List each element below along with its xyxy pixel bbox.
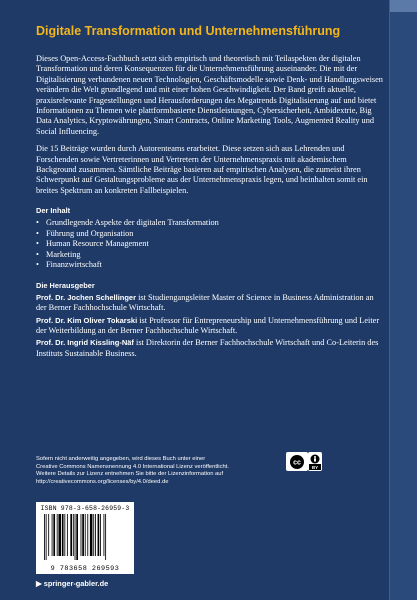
barcode-bar	[62, 514, 64, 556]
contents-item: • Grundlegende Aspekte der digitalen Transformation	[36, 218, 383, 229]
barcode-bar	[98, 514, 100, 556]
editor-bio: ist Professor für Entrepreneurship und Unternehmensführung und Leiter der Weiterbildung an der Berner Fachhochschule Wirtschaft.	[36, 315, 380, 335]
contents-list	[36, 218, 383, 271]
barcode-bar	[90, 514, 93, 556]
contents-item: • Finanzwirtschaft	[36, 260, 383, 271]
barcode-bar	[82, 514, 84, 556]
back-cover-content	[36, 18, 383, 361]
book-title: Digitale Transformation und Unternehmensführung	[36, 24, 341, 38]
barcode-bar	[52, 514, 53, 556]
editor-name: Prof. Dr. Ingrid Kissling-Näf	[36, 338, 134, 348]
barcode-bar	[57, 514, 58, 556]
intro-paragraph-2: Die 15 Beiträge wurden durch Autorenteams erarbeitet. Diese setzen sich aus Lehrenden und Forschenden sowie Vertreterinnen und Vertretern der Unternehmenspraxis mit akademischem Background zusammen. Sämtliche Beiträge basieren auf empirischen Analysen, die zumeist ihren Schwerpunkt auf Gestaltungsprobleme aus der Unternehmenspraxis legen, und beinhalten somit ein breites Spektrum an konkreten Fallbeispielen.	[36, 144, 368, 195]
barcode-bar	[85, 514, 86, 556]
barcode-bar	[44, 514, 45, 560]
cc-label: cc	[293, 459, 301, 466]
license-notice	[36, 456, 286, 486]
barcode-bar	[87, 514, 88, 556]
barcode-digits: 9 783658 269593	[50, 565, 120, 573]
license-url: http://creativecommons.org/licenses/by/4.0/deed.de	[36, 478, 169, 485]
barcode-bar	[93, 514, 94, 556]
editor-bio: ist Direktorin der Berner Fachhochschule Wirtschaft und Co-Leiterin des Instituts Sustainable Business.	[36, 338, 379, 358]
barcode-bar	[48, 514, 49, 556]
barcode-bar	[100, 514, 101, 556]
license-line: Creative Commons Namensnennung 4.0 International Lizenz veröffentlicht.	[36, 463, 229, 470]
barcode-bars	[44, 514, 130, 560]
contents-item: • Human Resource Management	[36, 239, 383, 250]
barcode-bar	[53, 514, 55, 556]
attribution-icon	[308, 452, 322, 471]
barcode-bar	[58, 514, 61, 556]
arrow-icon: ▶	[36, 579, 44, 588]
intro-paragraph-1: Dieses Open-Access-Fachbuch setzt sich empirisch und theoretisch mit Teilaspekten der digitalen Transformation und deren Konsequenzen für die Unternehmensführung auseinander. Die mit der Digitalisierung verbundenen neuen Technologien, Geschäftsmodelle sowie Denk- und Handlungsweisen verändern die Welt grundlegend und mit einer hohen Geschwindigkeit. Der Band greift aktuelle, praxisrelevante Fragestellungen und Herausforderungen des Megatrends Digitalisierung auf und bietet Informationen zu Themen wie plattformbasierte Dienstleistungen, Cybersicherheit, Ambidextrie, Big Data Analytics, Kryptowährungen, Smart Contracts, Online Marketing Tools, Augmented Reality und Social Influencing.	[36, 54, 383, 136]
license-line: Sofern nicht anderweitig angegeben, wird dieses Buch unter einer	[36, 456, 206, 462]
editor-entry	[36, 338, 383, 359]
isbn-number: ISBN 978-3-658-26959-3	[40, 505, 130, 512]
barcode-bar	[105, 514, 106, 560]
barcode-bar	[73, 514, 74, 556]
barcode-bar	[95, 514, 96, 556]
barcode-bar	[75, 514, 76, 560]
book-spine-edge	[389, 0, 417, 600]
editor-entry	[36, 316, 383, 337]
barcode-bar	[104, 514, 105, 556]
editors-heading: Die Herausgeber	[36, 280, 95, 290]
contents-heading: Der Inhalt	[36, 206, 71, 216]
creative-commons-icon	[286, 452, 308, 471]
barcode-bar	[70, 514, 72, 556]
barcode-bar	[46, 514, 47, 560]
license-line: Weitere Details zur Lizenz entnehmen Sie bitte der Lizenzinformation auf	[36, 471, 224, 478]
editor-name: Prof. Dr. Jochen Schellinger	[36, 292, 137, 302]
barcode-bar	[81, 514, 82, 556]
spine-top-marker	[390, 0, 417, 12]
contents-item: • Führung und Organisation	[36, 229, 383, 240]
contents-item: • Marketing	[36, 250, 383, 261]
publisher-website	[36, 579, 108, 588]
barcode-bar	[64, 514, 65, 556]
barcode-bar	[76, 514, 78, 560]
editor-bio: ist Studiengangsleiter Master of Science in Business Administration an der Berner Fachhochschule Wirtschaft.	[36, 292, 374, 313]
by-label: BY	[311, 464, 319, 470]
isbn-barcode	[36, 502, 134, 574]
editor-name: Prof. Dr. Kim Oliver Tokarski	[36, 315, 138, 325]
editor-entry	[36, 293, 383, 314]
website-url: springer-gabler.de	[43, 579, 109, 588]
barcode-bar	[67, 514, 68, 556]
